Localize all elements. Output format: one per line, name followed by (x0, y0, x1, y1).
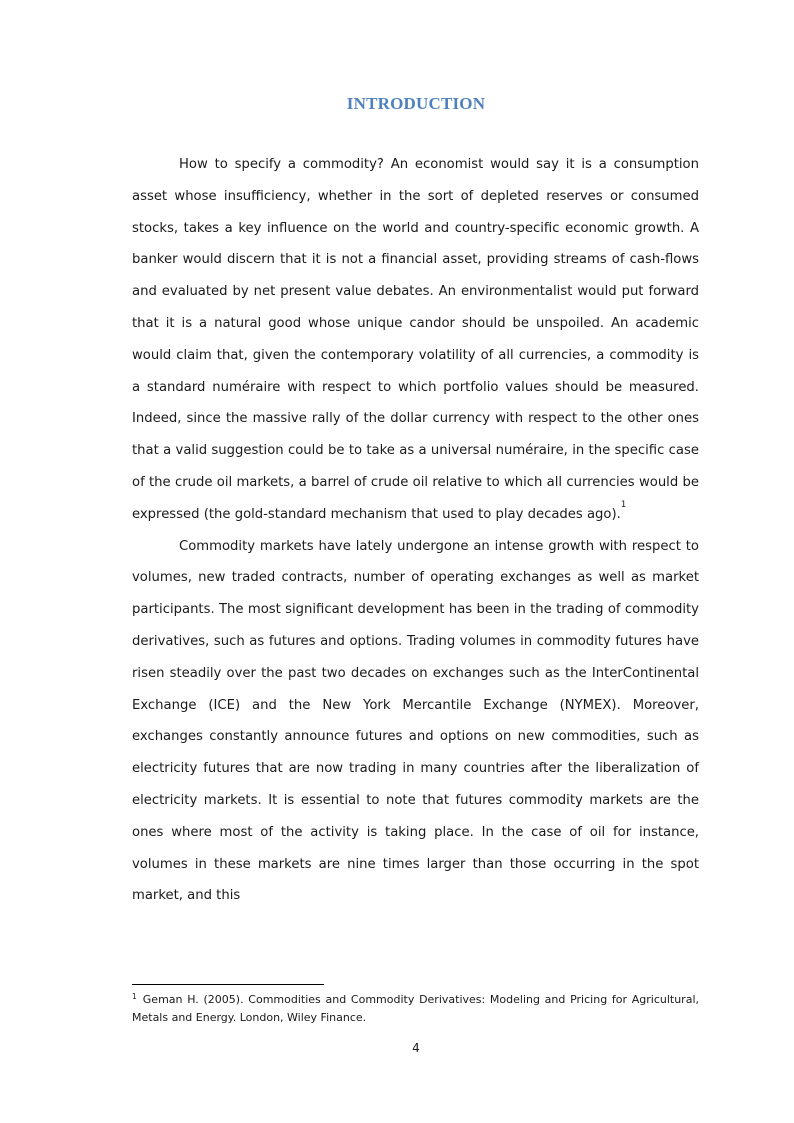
footnote-separator (132, 984, 324, 985)
page-number: 4 (412, 1041, 420, 1055)
paragraph-1 (132, 149, 699, 531)
paragraph-1-text: How to specify a commodity? An economist would say it is a consumption asset whose insufficiency, whether in the sort of depleted reserves or consumed stocks, takes a key influence on the world and country-specific economic growth. A banker would discern that it is not a financial asset, providing streams of cash-flows and evaluated by net present value debates. An environmentalist would put forward that it is a natural good whose unique candor should be unspoiled. An academic would claim that, given the contemporary volatility of all currencies, a commodity is a standard numéraire with respect to which portfolio values should be measured. Indeed, since the massive rally of the dollar currency with respect to the other ones that a valid suggestion could be to take as a universal numéraire, in the specific case of the crude oil markets, a barrel of crude oil relative to which all currencies would be expressed (the gold-standard mechanism that used to play decades ago). (132, 157, 699, 522)
footnote-text: Geman H. (2005). Commodities and Commodity Derivatives: Modeling and Pricing for Agricultural, Metals and Energy. London, Wiley Finance. (132, 993, 699, 1024)
footnote-reference: 1 (620, 499, 627, 510)
body-text (132, 149, 699, 912)
section-title: INTRODUCTION (346, 94, 486, 113)
footnote (132, 991, 699, 1027)
paragraph-2 (132, 531, 699, 913)
paragraph-2-text: Commodity markets have lately undergone an intense growth with respect to volumes, new traded contracts, number of operating exchanges as well as market participants. The most significant development has been in the trading of commodity derivatives, such as futures and options. Trading volumes in commodity futures have risen steadily over the past two decades on exchanges such as the InterContinental Exchange (ICE) and the New York Mercantile Exchange (NYMEX). Moreover, exchanges constantly announce futures and options on new commodities, such as electricity futures that are now trading in many countries after the liberalization of electricity markets. It is essential to note that futures commodity markets are the ones where most of the activity is taking place. In the case of oil for instance, volumes in these markets are nine times larger than those occurring in the spot market, and this (132, 538, 699, 904)
footnote-number: 1 (132, 992, 137, 1001)
